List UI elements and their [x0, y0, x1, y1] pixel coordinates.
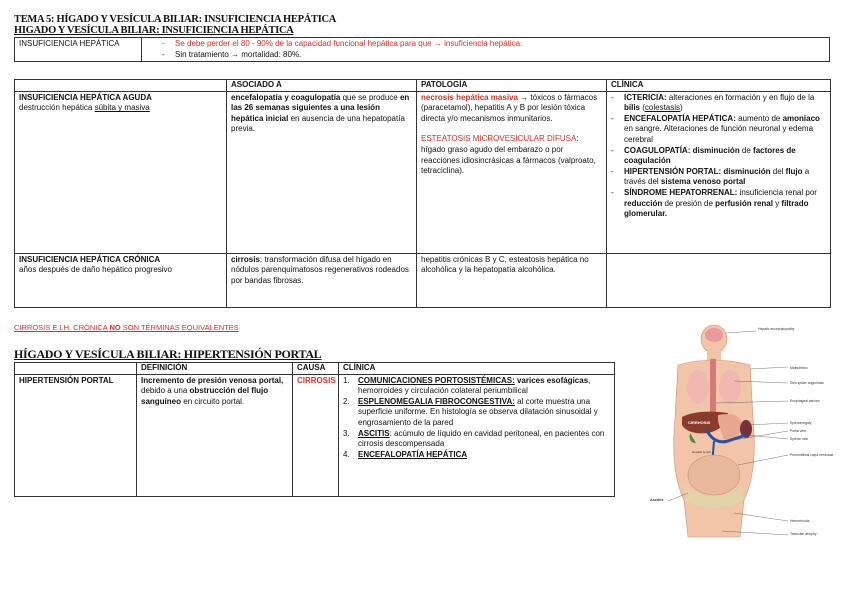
text-run: que se produce [340, 92, 400, 102]
text-run: en las 26 semanas siguientes a una lesión hepática inicial [231, 92, 410, 123]
label-ascites: Ascites [650, 498, 664, 502]
text-run: perfusión renal [715, 198, 773, 208]
intestine-shape [688, 455, 740, 495]
table-row-cronica [15, 253, 831, 307]
text-run: varices [514, 375, 547, 385]
label-splenomegaly: Splenomegaly [790, 421, 812, 425]
text-run: del [770, 166, 786, 176]
insuficiencia-table [14, 79, 831, 308]
clinica-list-item: - ICTERICIA: alteraciones en formación y en flujo de la bilis (colestasis) [611, 92, 815, 113]
hipertension-causa-cell: CIRROSIS [293, 374, 339, 496]
intro-line-2: - Sin tratamiento → mortalidad: 80%. [162, 49, 302, 59]
clinica-list-item: - HIPERTENSIÓN PORTAL: disminución del flujo a través del sistema venoso portal [611, 166, 810, 187]
aguda-patologia-cell: necrosis hepática masiva → tóxicos o fármacos (paracetamol), hepatitis A y B por lesión tóxica directa y/o mecanismos inmunitarios. ESTEATOSIS MICROVESICULAR DIFUSA: hígado graso agudo del embarazo o por reacciones idiosincrásicas a fármacos (valproato, tetraciclina). [417, 91, 607, 253]
intro-line-1: - Se debe perder el 80 - 90% de la capacidad funcional hepática para que → insuficiencia hepática. [162, 39, 523, 48]
clinica-list-item: - SÍNDROME HEPATORRENAL: insuficiencia renal por reducción de presión de perfusión renal y filtrado glomerular. [611, 187, 817, 219]
text-run: Incremento de presión venosa portal, [141, 375, 284, 385]
esophagus-shape [710, 359, 716, 415]
section-title-hipertension: HÍGADO Y VESÍCULA BILIAR: HIPERTENSIÓN PORTAL [14, 347, 322, 361]
label-encephalopathy: Hepatic encephalopathy [758, 327, 795, 331]
text-run: reducción [624, 198, 663, 208]
text-run: ASCITIS [358, 428, 390, 438]
hipertension-table [14, 362, 615, 497]
clinica-list-item: - COAGULOPATÍA: disminución de factores de coagulación [611, 145, 796, 166]
table-header-row [15, 80, 831, 92]
header-empty [15, 80, 227, 92]
hipertension-clinica-item: 4. ENCEFALOPATÍA HEPÁTICA [343, 449, 468, 459]
text-run: a través del [624, 166, 810, 187]
text-run: necrosis hepática masiva [421, 92, 518, 102]
cronica-patologia-cell: hepatitis crónicas B y C, esteatosis hepática no alcohólica y la hepatopatía alcohólica. [417, 253, 607, 307]
text-run: → tóxicos o fármacos (paracetamol), hepatitis A y B por lesión tóxica directa y/o mecanismos inmunitarios. [421, 92, 598, 123]
intro-content [142, 38, 830, 62]
header2-causa: CAUSA [293, 363, 339, 375]
text-run: aumento de [735, 113, 783, 123]
text-run: encefalopatía y coagulopatía [231, 92, 341, 102]
brain-shape [705, 328, 723, 342]
label-portal-vein: Portal vein [790, 429, 807, 433]
lung-shape-right [719, 370, 741, 404]
label-caput-medusae: Periumbilical caput medusae [790, 453, 834, 457]
text-run: alteraciones en formación y en flujo de la [666, 92, 815, 102]
intro-table [14, 37, 830, 62]
text-run: ESPLENOMEGALIA FIBROCONGESTIVA: [358, 396, 515, 406]
text-run: de presión de [662, 198, 716, 208]
header-patologia: PATOLOGÍA [417, 80, 607, 92]
text-run: insuficiencia renal por [737, 187, 817, 197]
page-title: TEMA 5: HÍGADO Y VESÍCULA BILIAR: INSUFICIENCIA HEPÁTICA [14, 14, 337, 25]
text-run: ) [680, 103, 683, 113]
text-run: debido a una [141, 386, 190, 396]
text-run: en ausencia de una hepatopatía previa. [231, 113, 405, 134]
text-run: ICTERICIA: [624, 92, 667, 102]
hipertension-clinica-cell [339, 374, 615, 496]
text-run: filtrado glomerular. [624, 198, 809, 219]
label-testicular-atrophy: Testicular atrophy [790, 532, 817, 536]
text-run: en sangre. Alteraciones de función neuronal y edema cerebral [624, 124, 814, 144]
lung-shape [687, 370, 709, 404]
header2-definicion: DEFINICIÓN [137, 363, 293, 375]
text-run: y [772, 198, 782, 208]
text-run: SÍNDROME HEPATORRENAL: [624, 187, 738, 197]
pat2-title: ESTEATOSIS MICROVESICULAR DIFUSA [421, 134, 577, 144]
text-run: colestasis [644, 103, 681, 113]
text-run: COAGULOPATÍA: disminución [624, 145, 740, 155]
header-clinica: CLÍNICA [607, 80, 831, 92]
text-run: de [739, 145, 754, 155]
text-run: ENCEFALOPATÍA HEPÁTICA [358, 449, 468, 459]
cronica-clinica-cell [607, 253, 831, 307]
aguda-title-cell: INSUFICIENCIA HEPÁTICA AGUDA destrucción hepática súbita y masiva [15, 91, 227, 253]
header2-clinica: CLÍNICA [339, 363, 615, 375]
label-malnutrition: Malnutrition [790, 366, 808, 370]
portal-hypertension-figure [648, 325, 834, 537]
label-spider-angiomata: Skin spider angiomata [790, 381, 824, 385]
text-run: obstrucción del flujo sanguíneo [141, 386, 269, 406]
text-run: esofágicas [546, 375, 589, 385]
aguda-clinica-cell [607, 91, 831, 253]
header-asociado: ASOCIADO A [227, 80, 417, 92]
text-run: , hemorroides y circulación colateral periumbilical [358, 375, 591, 396]
hipertension-definicion-cell [137, 374, 293, 496]
table2-header-row [15, 363, 615, 375]
text-run: ( [640, 103, 645, 113]
header2-empty [15, 363, 137, 375]
hipertension-clinica-item: 3. ASCITIS: acúmulo de líquido en cavidad peritoneal, en pacientes con cirrosis descompensada [343, 428, 605, 449]
intro-label: INSUFICIENCIA HEPÁTICA [15, 38, 142, 62]
table-row-aguda [15, 91, 831, 253]
hipertension-clinica-item: 2. ESPLENOMEGALIA FIBROCONGESTIVA: al corte muestra una superficie uniforme. En histología se observa dilatación sinusoidal y engrosamiento de la pared [343, 396, 598, 427]
hipertension-clinica-item: 1. COMUNICACIONES PORTOSISTÉMICAS: varices esofágicas, hemorroides y circulación colateral periumbilical [343, 375, 591, 396]
label-hepatic-lymph: Hepatic lymph [692, 450, 712, 454]
cirrosis-note: CIRROSIS E I.H. CRÓNICA NO SON TÉRMINAS EQUIVALENTES [14, 323, 239, 332]
text-run: HIPERTENSIÓN PORTAL: disminución [624, 166, 771, 176]
label-cirrhosis: CIRRHOSIS [688, 420, 711, 425]
label-varices: Esophageal varices [790, 399, 820, 403]
label-hemorrhoids: Hemorrhoids [790, 519, 810, 523]
text-run: factores de coagulación [624, 145, 796, 166]
aguda-asociado-cell [227, 91, 417, 253]
cronica-title-cell: INSUFICIENCIA HEPÁTICA CRÓNICA años después de daño hepático progresivo [15, 253, 227, 307]
text-run: al corte muestra una superficie uniforme. En histología se observa dilatación sinusoidal y engrosamiento de la pared [358, 396, 598, 427]
label-splenic-vein: Splenic vein [790, 437, 809, 441]
text-run: ENCEFALOPATÍA HEPÁTICA: [624, 113, 736, 123]
text-run: sistema venoso portal [660, 177, 746, 187]
clinica-list-item: - ENCEFALOPATÍA HEPÁTICA: aumento de amoniaco en sangre. Alteraciones de función neuronal y edema cerebral [611, 113, 820, 144]
hipertension-title-cell: HIPERTENSIÓN PORTAL [15, 374, 137, 496]
section-title-insuficiencia: HIGADO Y VESÍCULA BILIAR: INSUFICIENCIA HEPÁTICA [14, 25, 294, 36]
cronica-asociado-cell: cirrosis: transformación difusa del hígado en nódulos parenquimatosos regenerativos rodeados por bandas fibrosas. [227, 253, 417, 307]
text-run: : acúmulo de líquido en cavidad peritoneal, en pacientes con cirrosis descompensada [358, 428, 605, 449]
text-run: bilis [624, 103, 641, 113]
table-row-hipertension [15, 374, 615, 496]
text-run: flujo [785, 166, 803, 176]
text-run: COMUNICACIONES PORTOSISTÉMICAS: [358, 375, 515, 385]
text-run: amoniaco [782, 113, 820, 123]
text-run: en circuito portal. [181, 396, 245, 406]
